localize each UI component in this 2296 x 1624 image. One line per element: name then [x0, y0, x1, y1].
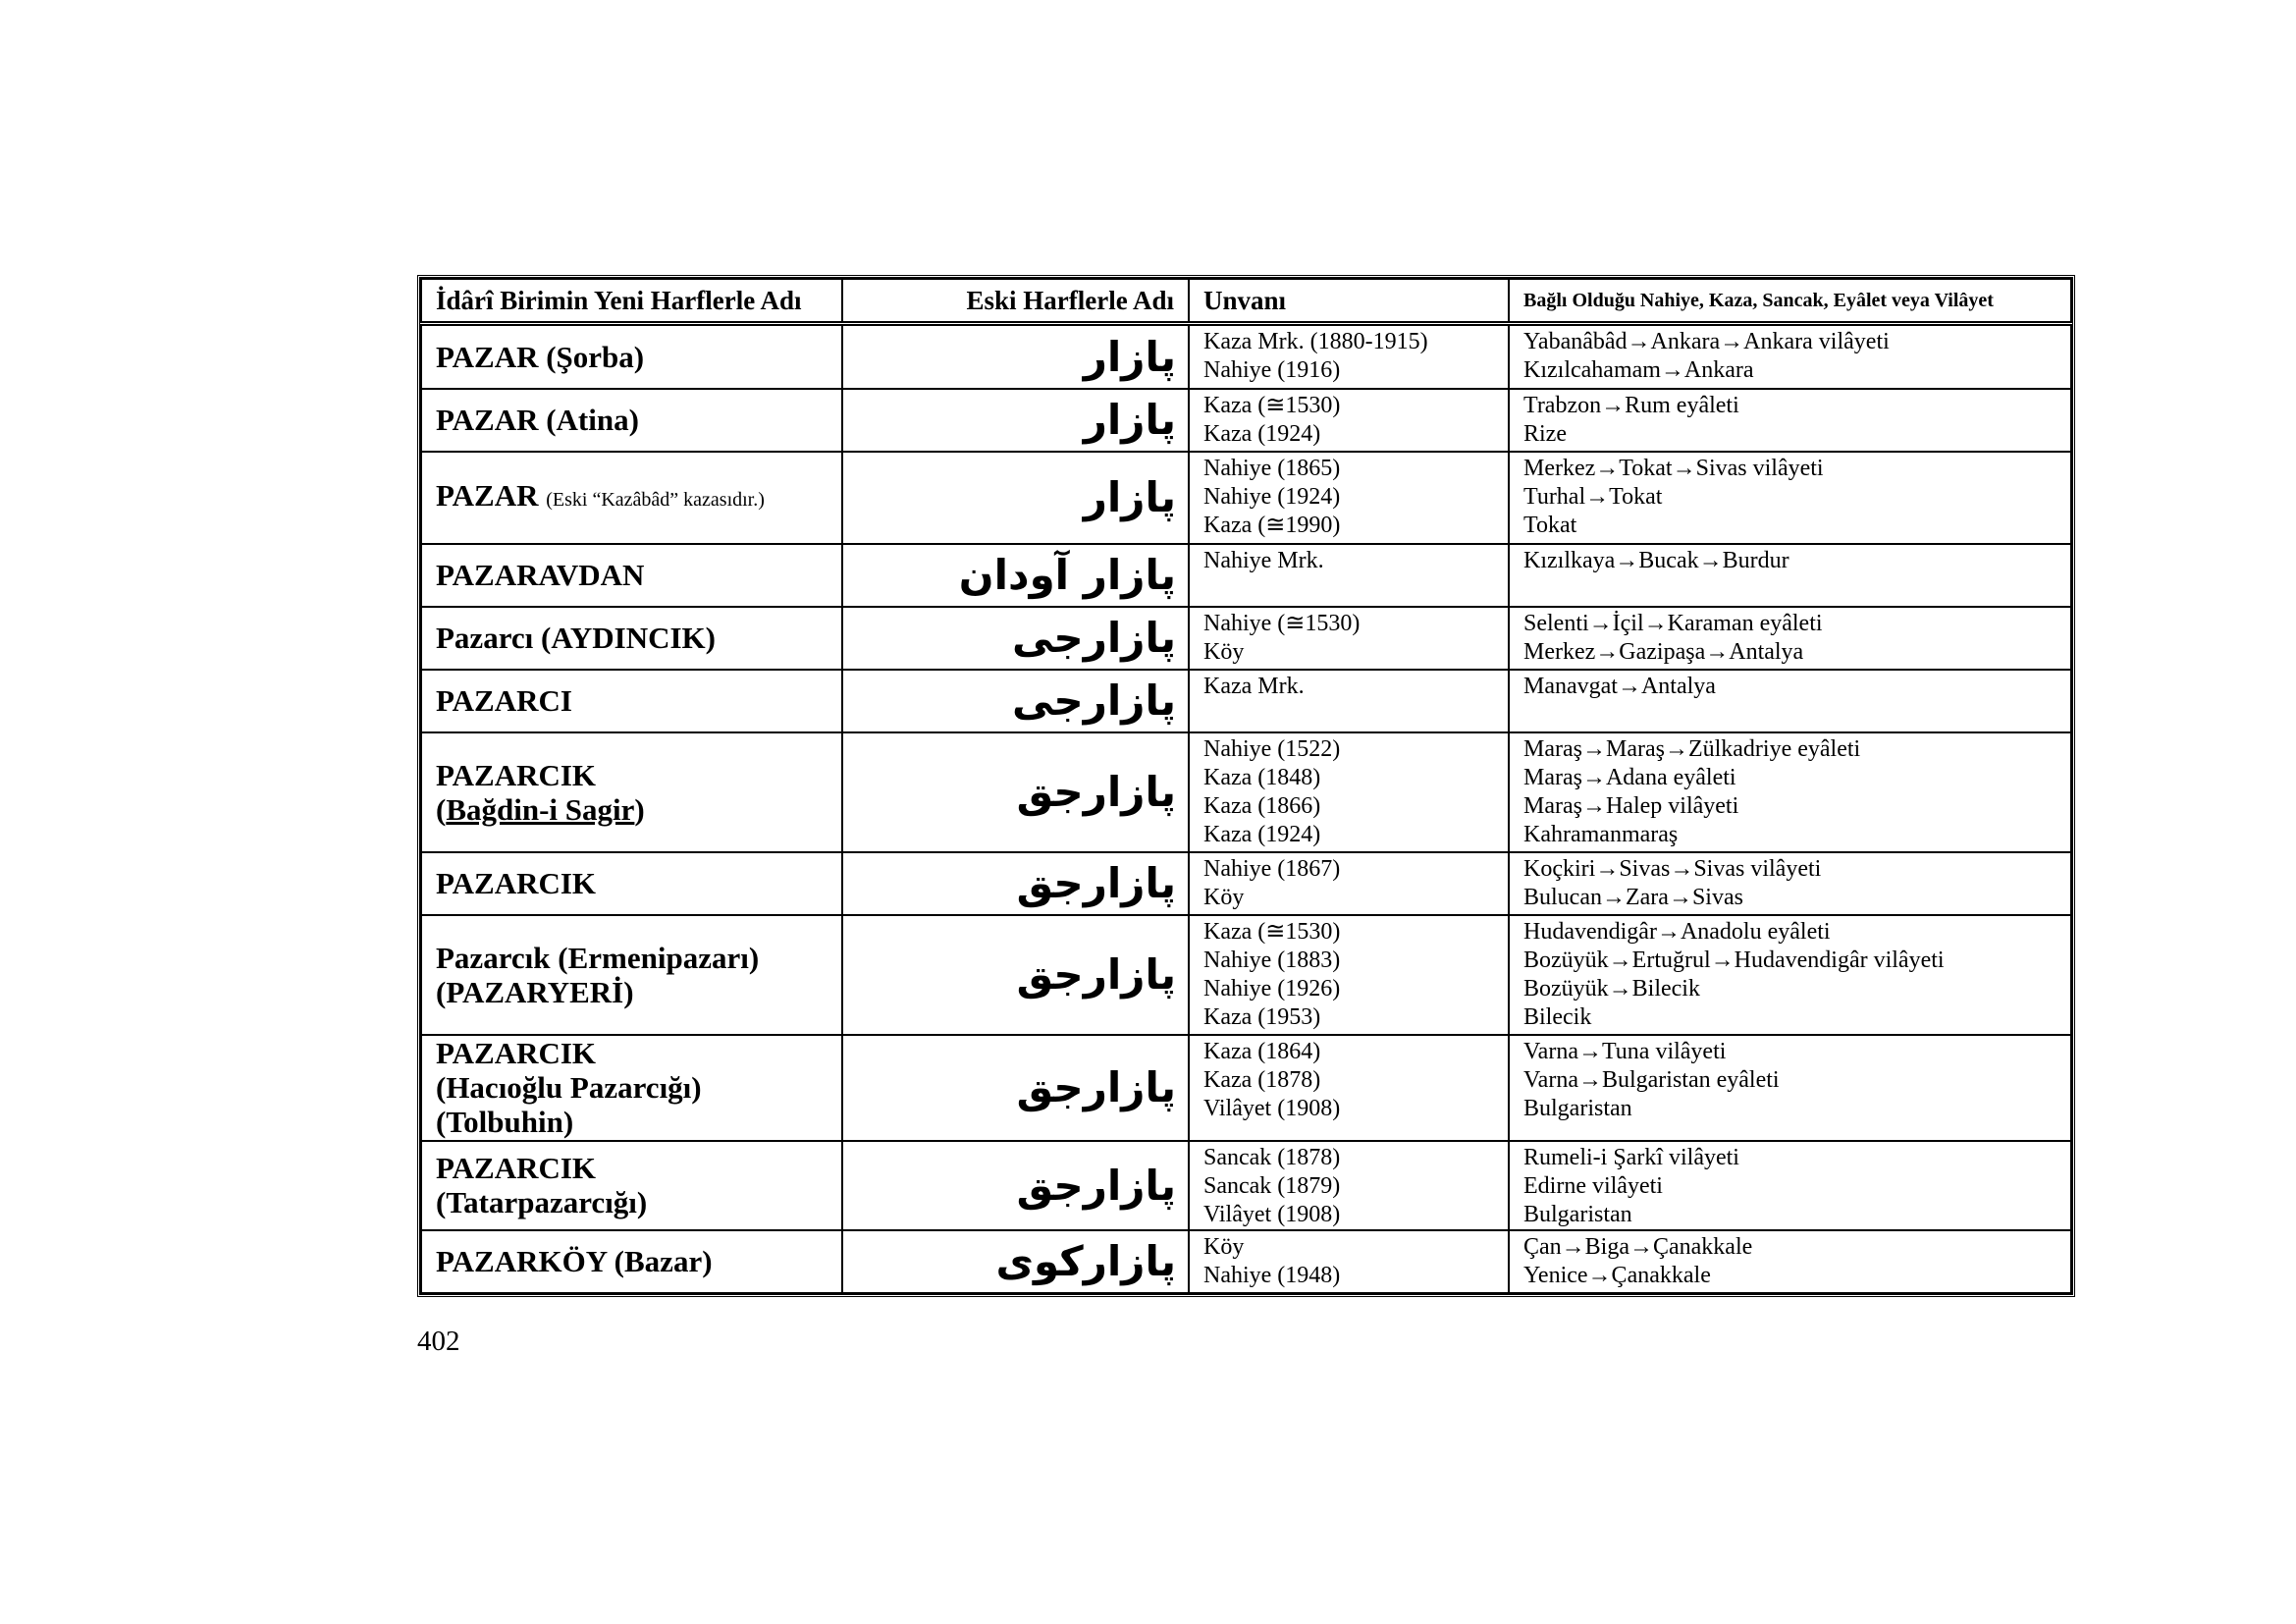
table-row: [421, 1230, 2071, 1293]
ottoman-name: پازارجق: [842, 732, 1189, 852]
unit-affiliation: Çan→Biga→Çanakkale Yenice→Çanakkale: [1509, 1230, 2071, 1293]
unit-name: Pazarcı (AYDINCIK): [421, 607, 842, 670]
table-row: [421, 607, 2071, 670]
page-number: 402: [417, 1326, 460, 1357]
unit-title: Kaza Mrk. (1880-1915) Nahiye (1916): [1189, 324, 1509, 389]
unit-name: Pazarcık (Ermenipazarı) (PAZARYERİ): [421, 915, 842, 1035]
header-affiliation: Bağlı Olduğu Nahiye, Kaza, Sancak, Eyâlet veya Vilâyet: [1509, 279, 2071, 324]
unit-title: Nahiye (1522) Kaza (1848) Kaza (1866) Kaza (1924): [1189, 732, 1509, 852]
unit-affiliation: Maraş→Maraş→Zülkadriye eyâleti Maraş→Adana eyâleti Maraş→Halep vilâyeti Kahramanmaraş: [1509, 732, 2071, 852]
table-row: [421, 389, 2071, 452]
ottoman-name: پازارجق: [842, 1141, 1189, 1230]
unit-affiliation: Kızılkaya→Bucak→Burdur: [1509, 544, 2071, 607]
ottoman-name: پازارجق: [842, 915, 1189, 1035]
unit-title: Kaza (≅1530) Kaza (1924): [1189, 389, 1509, 452]
table-row: [421, 324, 2071, 389]
ottoman-name: پازار: [842, 324, 1189, 389]
admin-units-table: [420, 278, 2072, 1294]
table-row: [421, 732, 2071, 852]
table-row: [421, 544, 2071, 607]
ottoman-name: پازار: [842, 389, 1189, 452]
unit-name: PAZARKÖY (Bazar): [421, 1230, 842, 1293]
ottoman-name: پازارجق: [842, 1035, 1189, 1141]
unit-title: Sancak (1878) Sancak (1879) Vilâyet (1908): [1189, 1141, 1509, 1230]
unit-title: Kaza (1864) Kaza (1878) Vilâyet (1908): [1189, 1035, 1509, 1141]
unit-name: PAZARCI: [421, 670, 842, 732]
unit-alt-name: Bağdin-i Sagir: [446, 791, 635, 827]
unit-affiliation: Merkez→Tokat→Sivas vilâyeti Turhal→Tokat Tokat: [1509, 452, 2071, 544]
unit-affiliation: Trabzon→Rum eyâleti Rize: [1509, 389, 2071, 452]
header-new-name: İdârî Birimin Yeni Harflerle Adı: [421, 279, 842, 324]
header-old-name: Eski Harflerle Adı: [842, 279, 1189, 324]
unit-name: PAZARCIK: [421, 852, 842, 915]
ottoman-name: پازارجى: [842, 670, 1189, 732]
unit-name: PAZARCIK (Hacıoğlu Pazarcığı) (Tolbuhin): [421, 1035, 842, 1141]
unit-title: Nahiye (1867) Köy: [1189, 852, 1509, 915]
ottoman-name: پازارجى: [842, 607, 1189, 670]
unit-name-note: (Eski “Kazâbâd” kazasıdır.): [546, 488, 765, 511]
table-row: [421, 852, 2071, 915]
table-row: [421, 1035, 2071, 1141]
table-header-row: [421, 279, 2071, 324]
unit-title: Kaza Mrk.: [1189, 670, 1509, 732]
unit-affiliation: Hudavendigâr→Anadolu eyâleti Bozüyük→Ertuğrul→Hudavendigâr vilâyeti Bozüyük→Bilecik Bilecik: [1509, 915, 2071, 1035]
table-row: [421, 915, 2071, 1035]
unit-name: PAZAR (Şorba): [421, 324, 842, 389]
unit-title: Nahiye (1865) Nahiye (1924) Kaza (≅1990): [1189, 452, 1509, 544]
table-row: [421, 452, 2071, 544]
unit-affiliation: Varna→Tuna vilâyeti Varna→Bulgaristan eyâleti Bulgaristan: [1509, 1035, 2071, 1141]
admin-units-table-frame: [417, 275, 2075, 1297]
table-row: [421, 1141, 2071, 1230]
table-row: [421, 670, 2071, 732]
unit-affiliation: Koçkiri→Sivas→Sivas vilâyeti Bulucan→Zara→Sivas: [1509, 852, 2071, 915]
unit-affiliation: Manavgat→Antalya: [1509, 670, 2071, 732]
unit-name: PAZAR (Atina): [421, 389, 842, 452]
unit-title: Nahiye (≅1530) Köy: [1189, 607, 1509, 670]
ottoman-name: پازار آودان: [842, 544, 1189, 607]
unit-affiliation: Selenti→İçil→Karaman eyâleti Merkez→Gazipaşa→Antalya: [1509, 607, 2071, 670]
unit-title: Köy Nahiye (1948): [1189, 1230, 1509, 1293]
unit-name: PAZARAVDAN: [421, 544, 842, 607]
unit-name: PAZAR (Eski “Kazâbâd” kazasıdır.): [421, 452, 842, 544]
ottoman-name: پازارجق: [842, 852, 1189, 915]
unit-title: Nahiye Mrk.: [1189, 544, 1509, 607]
unit-name: PAZARCIK (Tatarpazarcığı): [421, 1141, 842, 1230]
unit-name: PAZARCIK (Bağdin-i Sagir): [421, 732, 842, 852]
unit-title: Kaza (≅1530) Nahiye (1883) Nahiye (1926) Kaza (1953): [1189, 915, 1509, 1035]
unit-affiliation: Yabanâbâd→Ankara→Ankara vilâyeti Kızılcahamam→Ankara: [1509, 324, 2071, 389]
header-title: Unvanı: [1189, 279, 1509, 324]
unit-affiliation: Rumeli-i Şarkî vilâyeti Edirne vilâyeti Bulgaristan: [1509, 1141, 2071, 1230]
ottoman-name: پازار: [842, 452, 1189, 544]
ottoman-name: پازاركوى: [842, 1230, 1189, 1293]
